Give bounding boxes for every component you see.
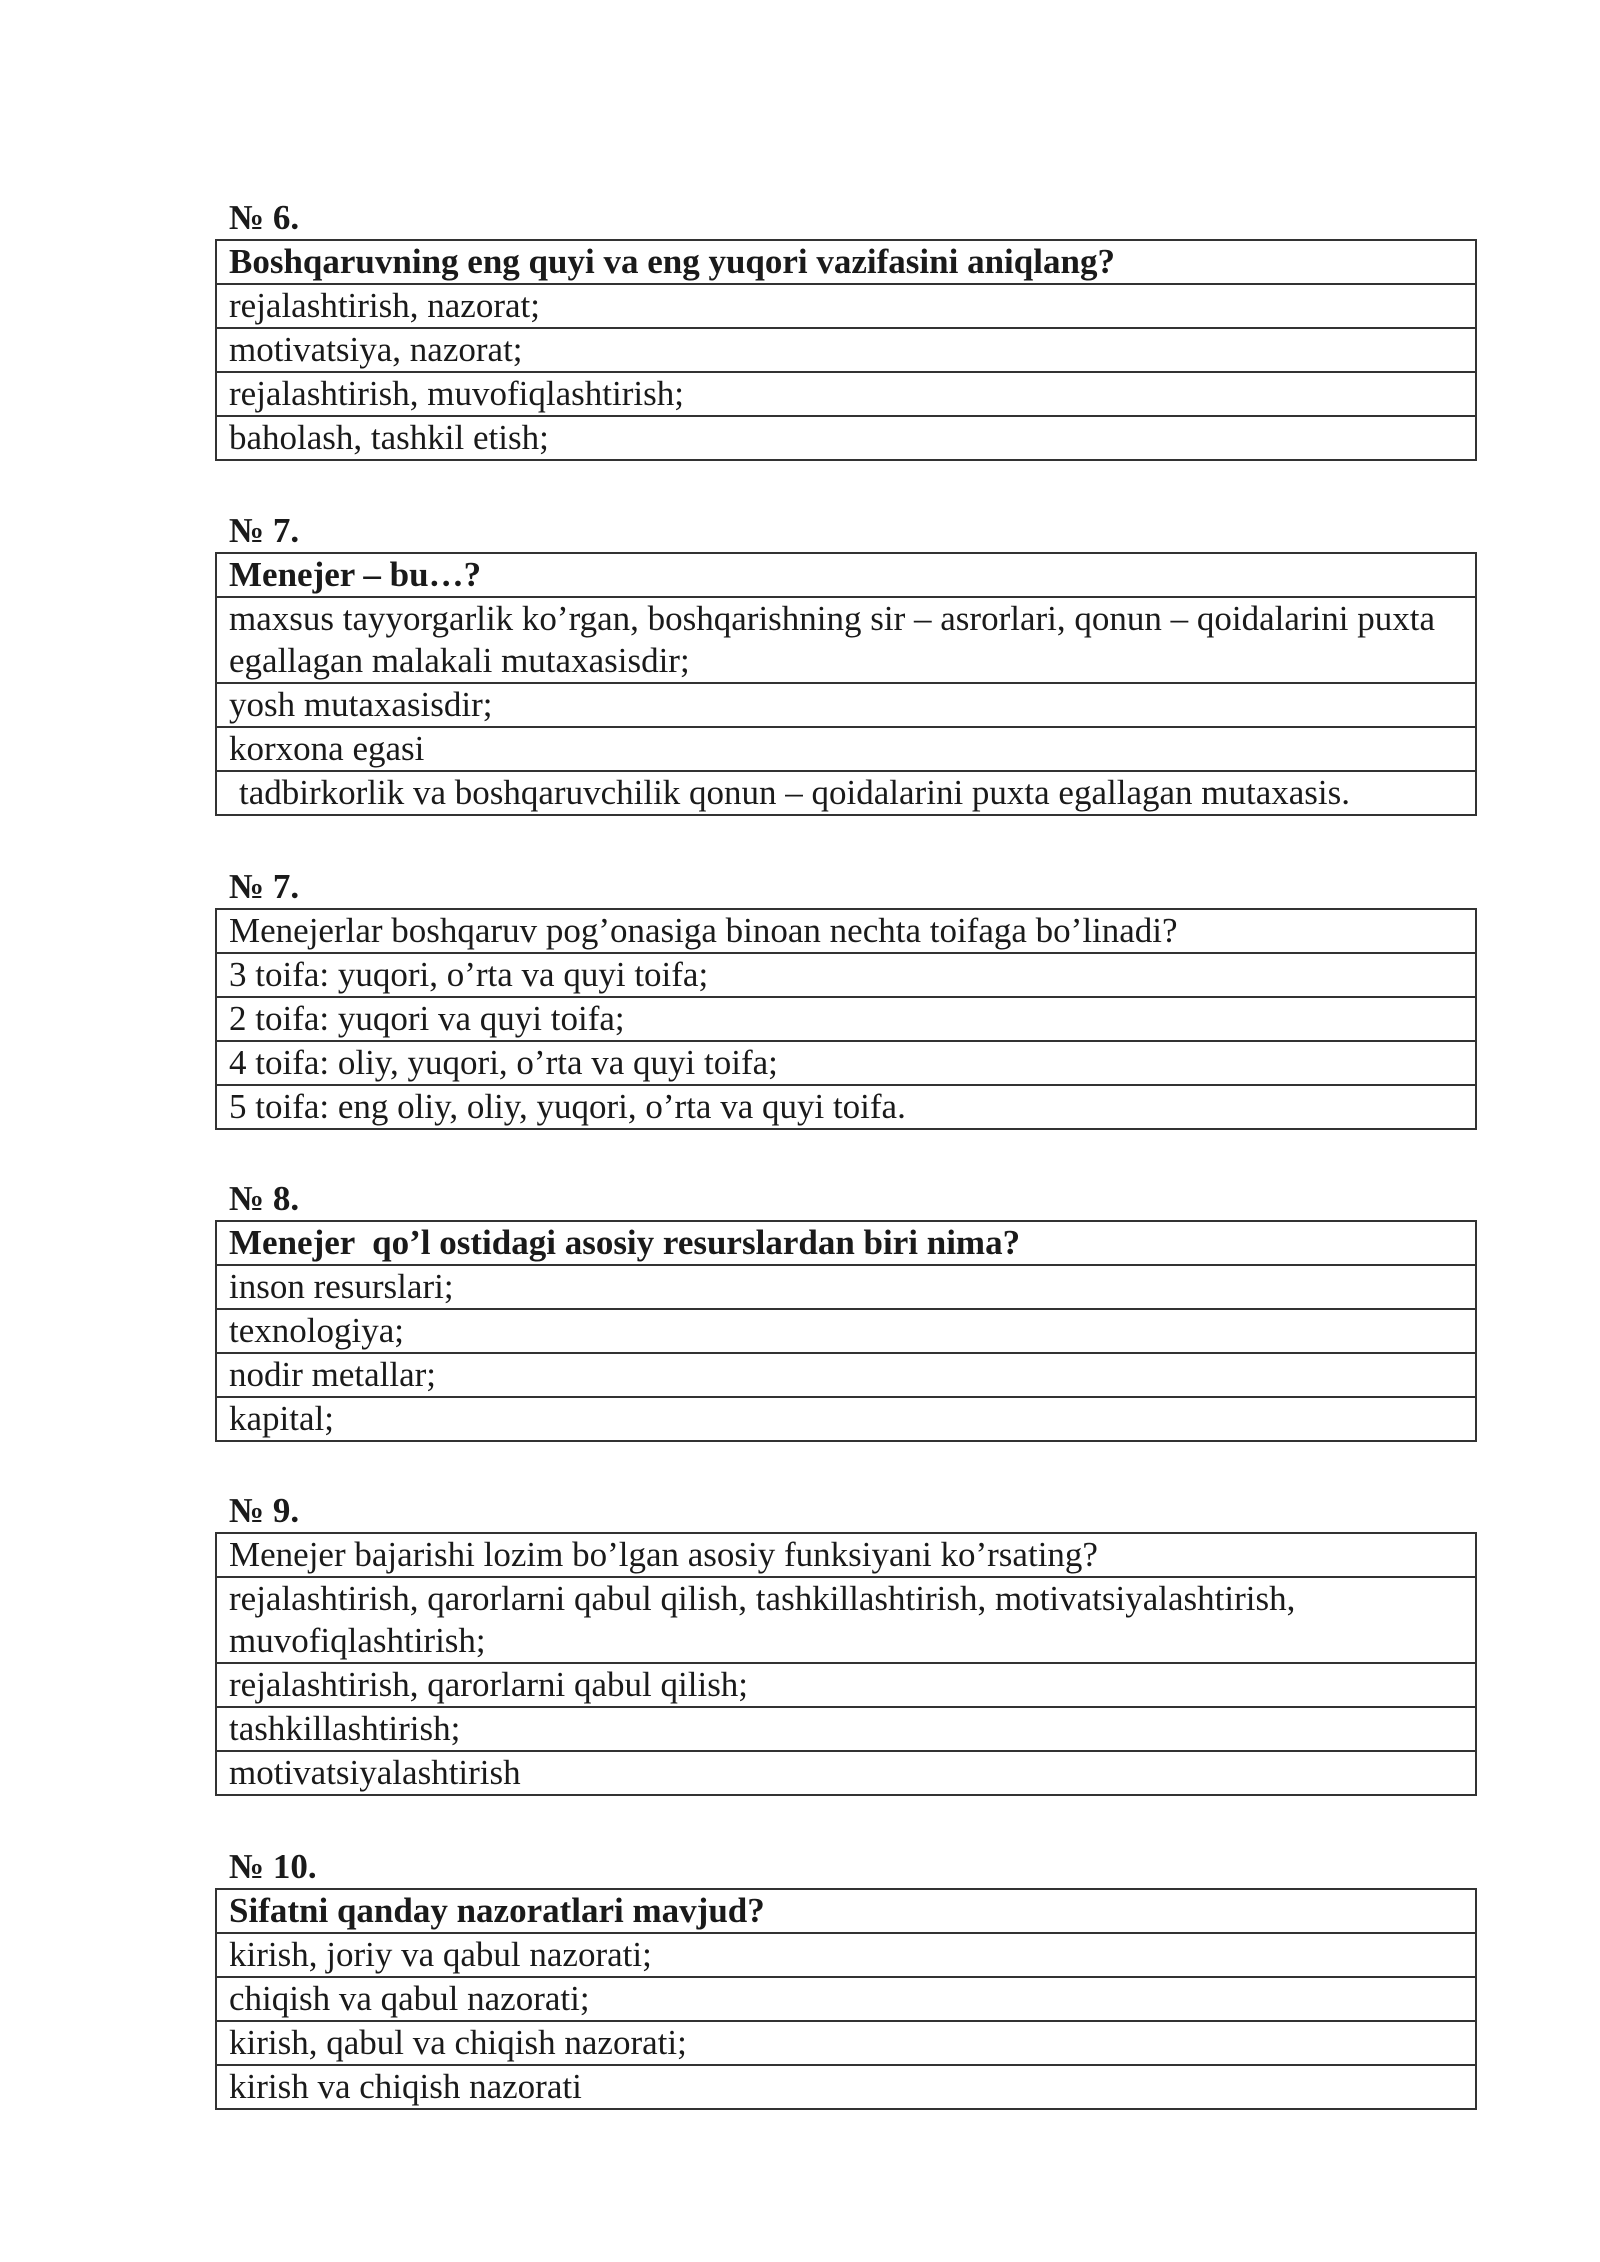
answer-option: kirish va chiqish nazorati bbox=[216, 2065, 1476, 2109]
answer-option: tashkillashtirish; bbox=[216, 1707, 1476, 1751]
answer-row bbox=[216, 1397, 1476, 1441]
answer-row bbox=[216, 1663, 1476, 1707]
answer-option: 4 toifa: oliy, yuqori, o’rta va quyi toifa; bbox=[216, 1041, 1476, 1085]
answer-row bbox=[216, 328, 1476, 372]
answer-row bbox=[216, 2065, 1476, 2109]
answer-row bbox=[216, 416, 1476, 460]
answer-option: rejalashtirish, qarorlarni qabul qilish; bbox=[216, 1663, 1476, 1707]
question-number: № 10. bbox=[229, 1847, 317, 1886]
question-prompt: Menejer – bu…? bbox=[216, 553, 1476, 597]
answer-option: tadbirkorlik va boshqaruvchilik qonun – qoidalarini puxta egallagan mutaxasis. bbox=[216, 771, 1476, 815]
answer-option: rejalashtirish, muvofiqlashtirish; bbox=[216, 372, 1476, 416]
question-row bbox=[216, 240, 1476, 284]
question-prompt: Menejer qo’l ostidagi asosiy resurslardan biri nima? bbox=[216, 1221, 1476, 1265]
answer-row bbox=[216, 372, 1476, 416]
question-table bbox=[215, 1888, 1477, 2110]
answer-option: kirish, joriy va qabul nazorati; bbox=[216, 1933, 1476, 1977]
question-row bbox=[216, 909, 1476, 953]
question-table bbox=[215, 552, 1477, 816]
question-row bbox=[216, 553, 1476, 597]
answer-row bbox=[216, 683, 1476, 727]
question-table bbox=[215, 908, 1477, 1130]
answer-row bbox=[216, 1041, 1476, 1085]
answer-option: kirish, qabul va chiqish nazorati; bbox=[216, 2021, 1476, 2065]
question-prompt: Menejerlar boshqaruv pog’onasiga binoan nechta toifaga bo’linadi? bbox=[216, 909, 1476, 953]
answer-option: nodir metallar; bbox=[216, 1353, 1476, 1397]
answer-option: 5 toifa: eng oliy, oliy, yuqori, o’rta va quyi toifa. bbox=[216, 1085, 1476, 1129]
question-number: № 9. bbox=[229, 1491, 300, 1530]
answer-row bbox=[216, 1977, 1476, 2021]
answer-option: yosh mutaxasisdir; bbox=[216, 683, 1476, 727]
answer-row bbox=[216, 1353, 1476, 1397]
answer-row bbox=[216, 727, 1476, 771]
question-prompt: Menejer bajarishi lozim bo’lgan asosiy funksiyani ko’rsating? bbox=[216, 1533, 1476, 1577]
answer-option: texnologiya; bbox=[216, 1309, 1476, 1353]
question-block-10 bbox=[215, 1846, 1477, 2110]
answer-option: korxona egasi bbox=[216, 727, 1476, 771]
question-block-7b bbox=[215, 866, 1477, 1130]
answer-option: 2 toifa: yuqori va quyi toifa; bbox=[216, 997, 1476, 1041]
answer-row bbox=[216, 1265, 1476, 1309]
answer-row bbox=[216, 1085, 1476, 1129]
question-number: № 7. bbox=[229, 511, 300, 550]
answer-row bbox=[216, 953, 1476, 997]
question-block-8 bbox=[215, 1178, 1477, 1442]
answer-option: chiqish va qabul nazorati; bbox=[216, 1977, 1476, 2021]
question-number: № 8. bbox=[229, 1179, 300, 1218]
answer-row bbox=[216, 597, 1476, 683]
question-row bbox=[216, 1221, 1476, 1265]
answer-row bbox=[216, 1751, 1476, 1795]
answer-row bbox=[216, 2021, 1476, 2065]
answer-row bbox=[216, 1577, 1476, 1663]
question-row bbox=[216, 1889, 1476, 1933]
answer-option: kapital; bbox=[216, 1397, 1476, 1441]
answer-option: inson resurslari; bbox=[216, 1265, 1476, 1309]
answer-row bbox=[216, 1309, 1476, 1353]
question-table bbox=[215, 1532, 1477, 1796]
answer-row bbox=[216, 1933, 1476, 1977]
answer-option: rejalashtirish, qarorlarni qabul qilish, tashkillashtirish, motivatsiyalashtirish, muvofiqlashtirish; bbox=[216, 1577, 1476, 1663]
question-row bbox=[216, 1533, 1476, 1577]
question-table bbox=[215, 1220, 1477, 1442]
question-number: № 7. bbox=[229, 867, 300, 906]
answer-option: motivatsiyalashtirish bbox=[216, 1751, 1476, 1795]
question-table bbox=[215, 239, 1477, 461]
question-prompt: Sifatni qanday nazoratlari mavjud? bbox=[216, 1889, 1476, 1933]
answer-option: rejalashtirish, nazorat; bbox=[216, 284, 1476, 328]
answer-row bbox=[216, 1707, 1476, 1751]
question-block-7a bbox=[215, 510, 1477, 816]
answer-option: 3 toifa: yuqori, o’rta va quyi toifa; bbox=[216, 953, 1476, 997]
answer-option: maxsus tayyorgarlik ko’rgan, boshqarishning sir – asrorlari, qonun – qoidalarini puxta egallagan malakali mutaxasisdir; bbox=[216, 597, 1476, 683]
question-block-9 bbox=[215, 1490, 1477, 1796]
answer-option: baholash, tashkil etish; bbox=[216, 416, 1476, 460]
answer-option: motivatsiya, nazorat; bbox=[216, 328, 1476, 372]
question-prompt: Boshqaruvning eng quyi va eng yuqori vazifasini aniqlang? bbox=[216, 240, 1476, 284]
answer-row bbox=[216, 997, 1476, 1041]
answer-row bbox=[216, 771, 1476, 815]
question-number: № 6. bbox=[229, 198, 300, 237]
question-block-6 bbox=[215, 197, 1477, 461]
answer-row bbox=[216, 284, 1476, 328]
